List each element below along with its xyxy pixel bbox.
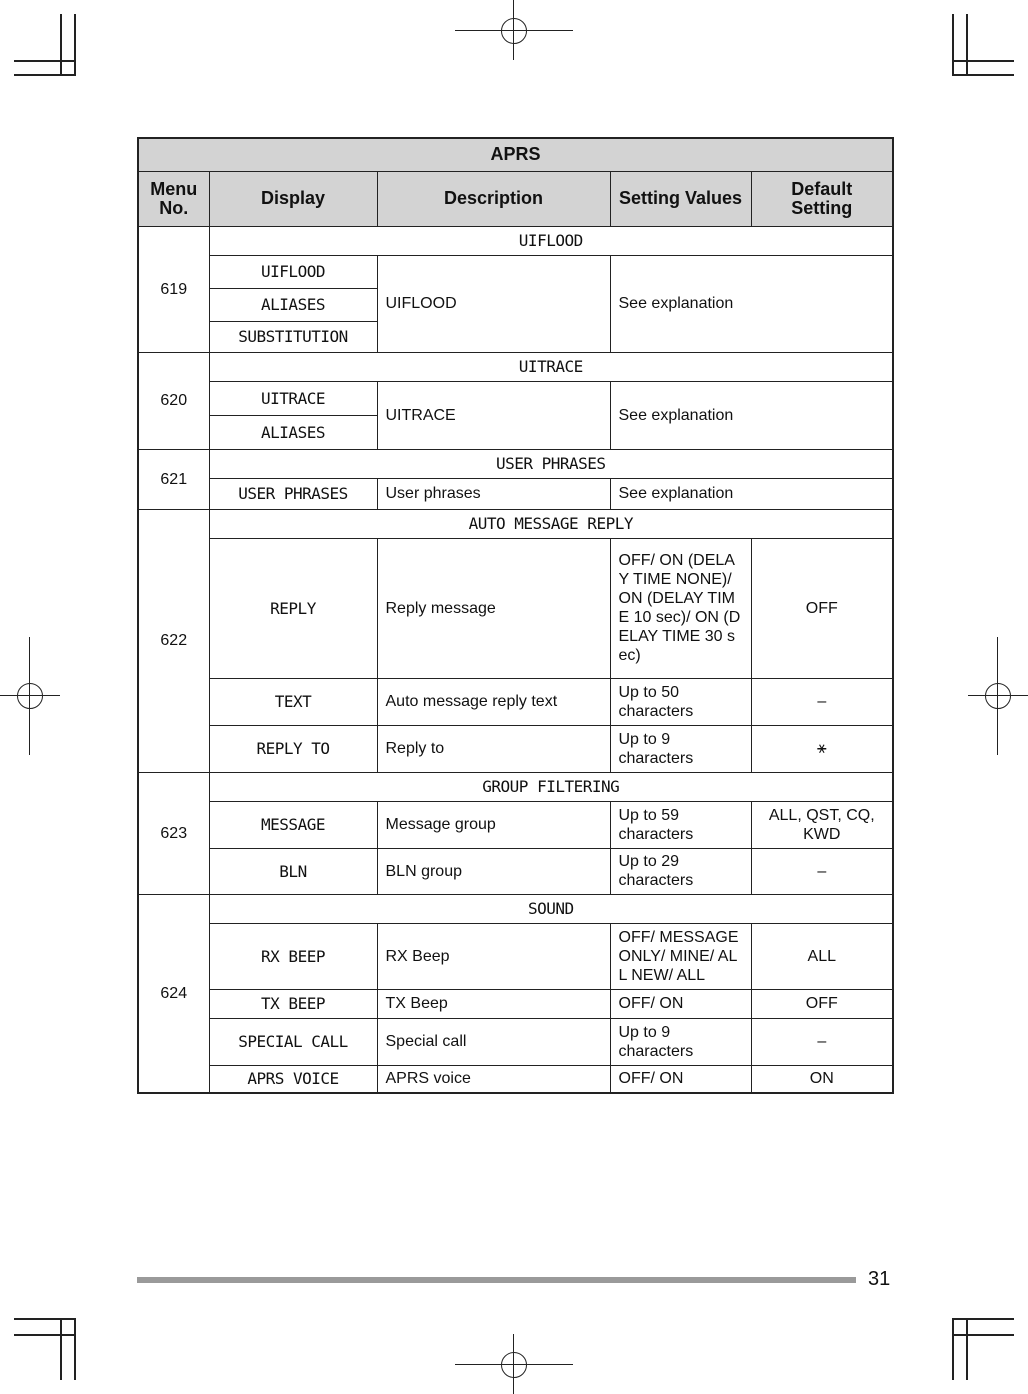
description-cell: TX Beep (377, 989, 610, 1018)
registration-line (29, 637, 30, 755)
default-cell: – (751, 678, 893, 725)
crop-mark (14, 1318, 76, 1320)
values-cell: OFF/ MESSAGE ONLY/ MINE/ ALL NEW/ ALL (610, 923, 751, 989)
menu-number: 622 (138, 509, 209, 772)
default-cell: OFF (751, 989, 893, 1018)
crop-mark (74, 1318, 76, 1380)
page-number: 31 (868, 1268, 891, 1290)
crop-mark (14, 1334, 76, 1336)
display-cell: RX BEEP (209, 923, 377, 989)
display-cell: TX BEEP (209, 989, 377, 1018)
crop-mark (952, 1318, 954, 1380)
display-cell: REPLY TO (209, 725, 377, 772)
menu-number: 619 (138, 226, 209, 352)
description-cell: RX Beep (377, 923, 610, 989)
description-cell: Reply to (377, 725, 610, 772)
menu-number: 624 (138, 894, 209, 1093)
crop-mark (60, 1318, 62, 1380)
description-cell: Reply message (377, 538, 610, 678)
description-cell: BLN group (377, 848, 610, 894)
crop-mark (966, 1318, 968, 1380)
group-title: UITRACE (209, 352, 893, 381)
description-cell: Message group (377, 801, 610, 848)
menu-number: 620 (138, 352, 209, 449)
values-cell: Up to 9 characters (610, 1018, 751, 1065)
display-cell: TEXT (209, 678, 377, 725)
crop-mark (14, 74, 76, 76)
description-cell: Special call (377, 1018, 610, 1065)
values-cell: Up to 59 characters (610, 801, 751, 848)
setting-cell: See explanation (610, 255, 893, 352)
display-cell: USER PHRASES (209, 478, 377, 509)
default-cell: ALL, QST, CQ, KWD (751, 801, 893, 848)
group-title: GROUP FILTERING (209, 772, 893, 801)
header-default-setting: Default Setting (751, 171, 893, 226)
default-cell: – (751, 1018, 893, 1065)
values-cell: Up to 50 characters (610, 678, 751, 725)
display-cell: MESSAGE (209, 801, 377, 848)
values-cell: OFF/ ON (DELAY TIME NONE)/ ON (DELAY TIME 10 sec)/ ON (DELAY TIME 30 sec) (610, 538, 751, 678)
values-cell: OFF/ ON (610, 1065, 751, 1093)
registration-line (513, 1334, 514, 1394)
crop-mark (966, 14, 968, 76)
menu-number: 621 (138, 449, 209, 509)
aprs-menu-table (137, 137, 894, 1094)
display-cell: REPLY (209, 538, 377, 678)
group-title: UIFLOOD (209, 226, 893, 255)
crop-mark (14, 60, 76, 62)
crop-mark (952, 14, 954, 76)
crop-mark (952, 60, 1014, 62)
note-asterisk-icon: ⚹ (751, 725, 893, 772)
description-cell: UITRACE (377, 381, 610, 449)
display-cell: SUBSTITUTION (209, 321, 377, 352)
description-cell: UIFLOOD (377, 255, 610, 352)
registration-line (513, 0, 514, 60)
crop-mark (60, 14, 62, 76)
description-cell: APRS voice (377, 1065, 610, 1093)
crop-mark (952, 74, 1014, 76)
setting-cell: See explanation (610, 381, 893, 449)
header-description: Description (377, 171, 610, 226)
default-cell: ON (751, 1065, 893, 1093)
values-cell: OFF/ ON (610, 989, 751, 1018)
header-display: Display (209, 171, 377, 226)
menu-number: 623 (138, 772, 209, 894)
display-cell: UIFLOOD (209, 255, 377, 288)
display-cell: SPECIAL CALL (209, 1018, 377, 1065)
display-cell: BLN (209, 848, 377, 894)
crop-mark (952, 1334, 1014, 1336)
display-cell: ALIASES (209, 415, 377, 449)
table-title: APRS (138, 138, 893, 171)
description-cell: Auto message reply text (377, 678, 610, 725)
header-setting-values: Setting Values (610, 171, 751, 226)
group-title: AUTO MESSAGE REPLY (209, 509, 893, 538)
crop-mark (952, 1318, 1014, 1320)
display-cell: APRS VOICE (209, 1065, 377, 1093)
values-cell: Up to 29 characters (610, 848, 751, 894)
default-cell: OFF (751, 538, 893, 678)
footer-rule (137, 1277, 856, 1283)
crop-mark (74, 14, 76, 76)
group-title: SOUND (209, 894, 893, 923)
values-cell: Up to 9 characters (610, 725, 751, 772)
default-cell: – (751, 848, 893, 894)
setting-cell: See explanation (610, 478, 893, 509)
group-title: USER PHRASES (209, 449, 893, 478)
registration-line (997, 637, 998, 755)
header-menu-no: Menu No. (138, 171, 209, 226)
description-cell: User phrases (377, 478, 610, 509)
display-cell: ALIASES (209, 288, 377, 321)
display-cell: UITRACE (209, 381, 377, 415)
default-cell: ALL (751, 923, 893, 989)
